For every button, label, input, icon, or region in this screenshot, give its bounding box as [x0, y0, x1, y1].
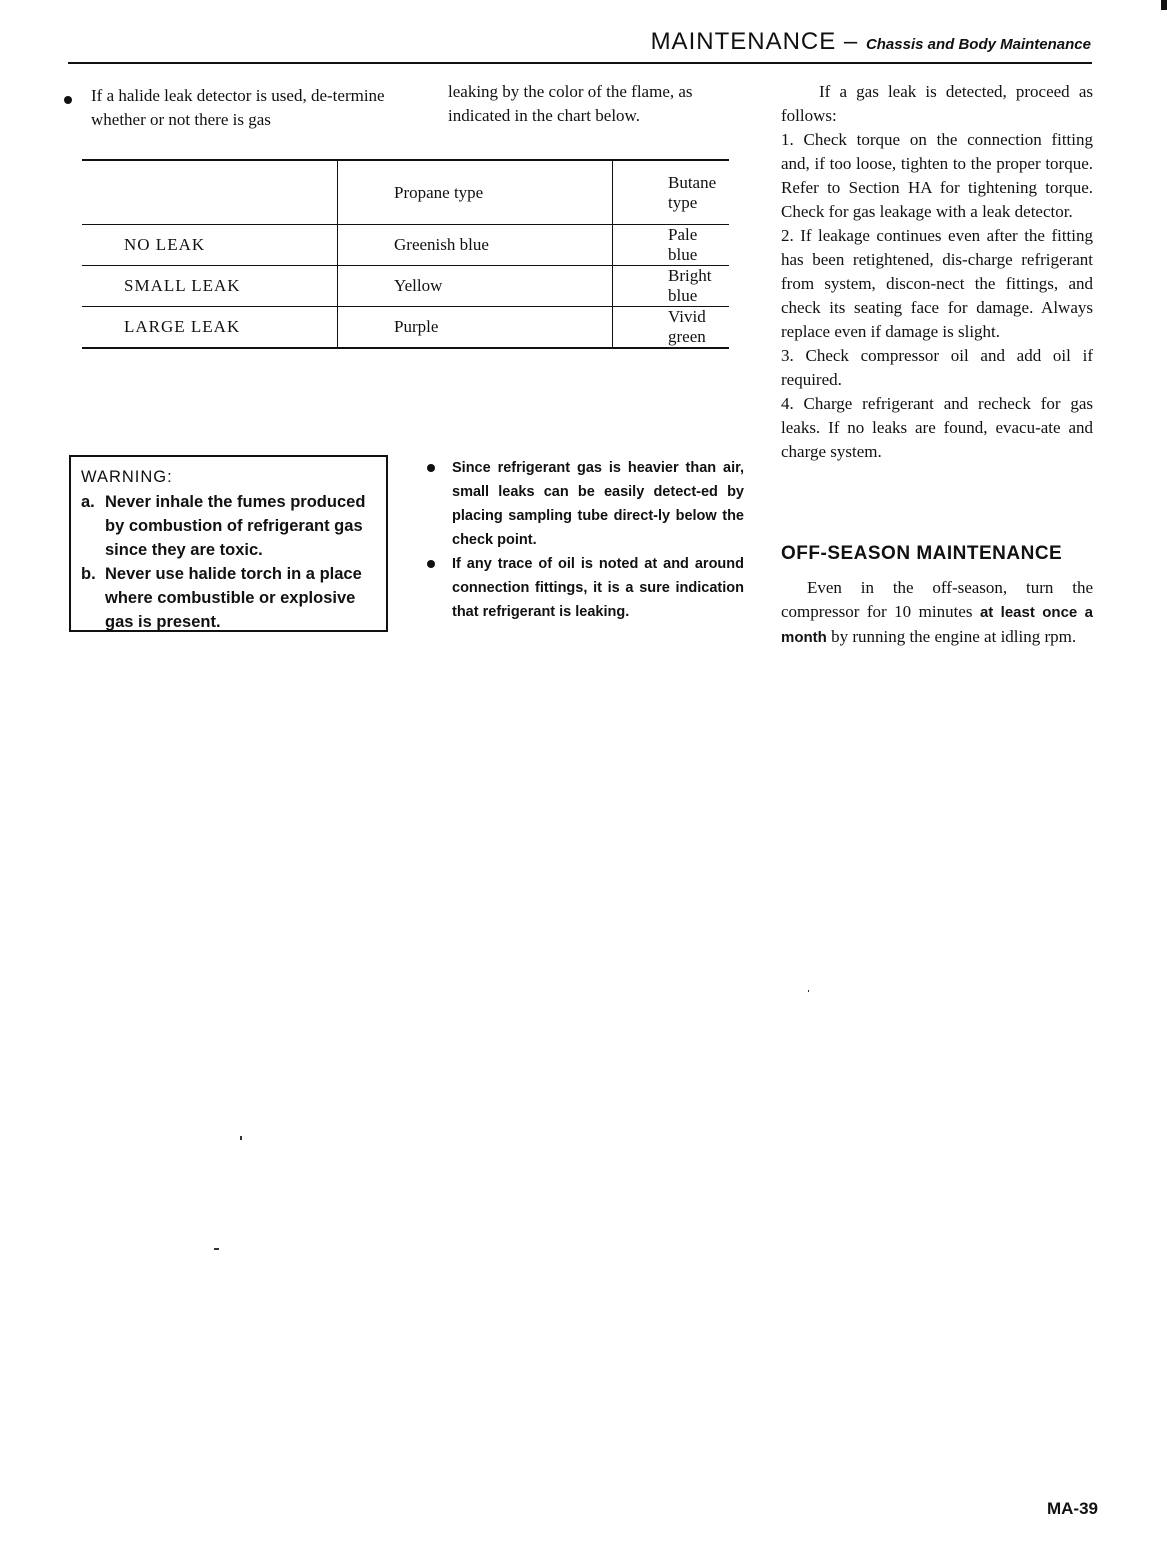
table-cell-condition: NO LEAK — [82, 225, 338, 266]
procedure-step: 2. If leakage continues even after the fitting has been retightened, dis-charge refrigerant from system, discon-nect the fittings, and check its seating face for damage. Always replace even if damage is slight. — [781, 226, 1093, 341]
procedure-step: 4. Charge refrigerant and recheck for gas leaks. If no leaks are found, evacu-ate and charge system. — [781, 394, 1093, 461]
note-text: Since refrigerant gas is heavier than air, small leaks can be easily detect-ed by placing sampling tube direct-ly below the check point. — [452, 460, 744, 548]
page-number: MA-39 — [1046, 1499, 1098, 1518]
table-cell-butane: Vivid green — [613, 307, 730, 349]
warning-item-label: b. — [81, 565, 96, 583]
table-header-row — [82, 160, 729, 225]
note-item — [452, 552, 744, 624]
table-header-cell: Propane type — [338, 160, 613, 225]
notes-list — [452, 456, 744, 624]
scan-speck — [214, 1248, 219, 1250]
table-cell-butane: Bright blue — [613, 266, 730, 307]
off-season-emphasis: at least once a month — [781, 604, 1093, 646]
off-season-paragraph — [781, 576, 1093, 650]
table-row — [82, 307, 729, 349]
intro-part1: If a halide leak detector is used, de-termine whether or not there is gas — [91, 86, 385, 129]
scan-speck — [240, 1136, 242, 1140]
header-title: MAINTENANCE — [650, 28, 837, 55]
header-separator: – — [836, 28, 866, 55]
table-row — [82, 266, 729, 307]
warning-item — [81, 490, 386, 562]
page-header — [651, 28, 1091, 56]
header-subtitle: Chassis and Body Maintenance — [865, 36, 1091, 53]
table-row — [82, 225, 729, 266]
flame-color-table — [82, 159, 729, 349]
note-text: If any trace of oil is noted at and around connection fittings, it is a sure indication that refrigerant is leaking. — [452, 556, 744, 620]
off-season-text: by running the engine at idling rpm. — [826, 627, 1077, 646]
table-cell-butane: Pale blue — [613, 225, 730, 266]
table-cell-condition: LARGE LEAK — [82, 307, 338, 349]
warning-box — [69, 455, 388, 632]
scan-speck — [808, 990, 809, 992]
table-cell-propane: Yellow — [338, 266, 613, 307]
bullet-icon — [427, 464, 435, 472]
bullet-icon — [64, 96, 72, 104]
table-header-cell: Butane type — [613, 160, 730, 225]
off-season-heading: OFF-SEASON MAINTENANCE — [781, 543, 1063, 564]
warning-item-text: Never inhale the fumes produced by combustion of refrigerant gas since they are toxic. — [105, 493, 366, 559]
procedure — [781, 80, 1093, 464]
header-rule — [68, 62, 1092, 64]
table-cell-propane: Purple — [338, 307, 613, 349]
warning-item-label: a. — [81, 493, 95, 511]
procedure-intro: If a gas leak is detected, proceed as follows: — [781, 82, 1093, 125]
warning-item-text: Never use halide torch in a place where combustible or explosive gas is present. — [105, 565, 362, 631]
table-cell-propane: Greenish blue — [338, 225, 613, 266]
procedure-step: 1. Check torque on the connection fitting and, if too loose, tighten to the proper torque. Refer to Section HA for tightening torque. Check for gas leakage with a leak detector. — [781, 130, 1093, 221]
warning-title: WARNING: — [81, 468, 173, 486]
bullet-icon — [427, 560, 435, 568]
off-season-text: Even in the off-season, turn the compressor for 10 minutes — [781, 578, 1093, 621]
note-item — [452, 456, 744, 552]
table-header-cell — [82, 160, 338, 225]
intro-part2: leaking by the color of the flame, as indicated in the chart below. — [448, 82, 693, 125]
warning-item — [81, 562, 386, 634]
procedure-step: 3. Check compressor oil and add oil if required. — [781, 346, 1093, 389]
corner-mark — [1161, 0, 1167, 10]
table-cell-condition: SMALL LEAK — [82, 266, 338, 307]
